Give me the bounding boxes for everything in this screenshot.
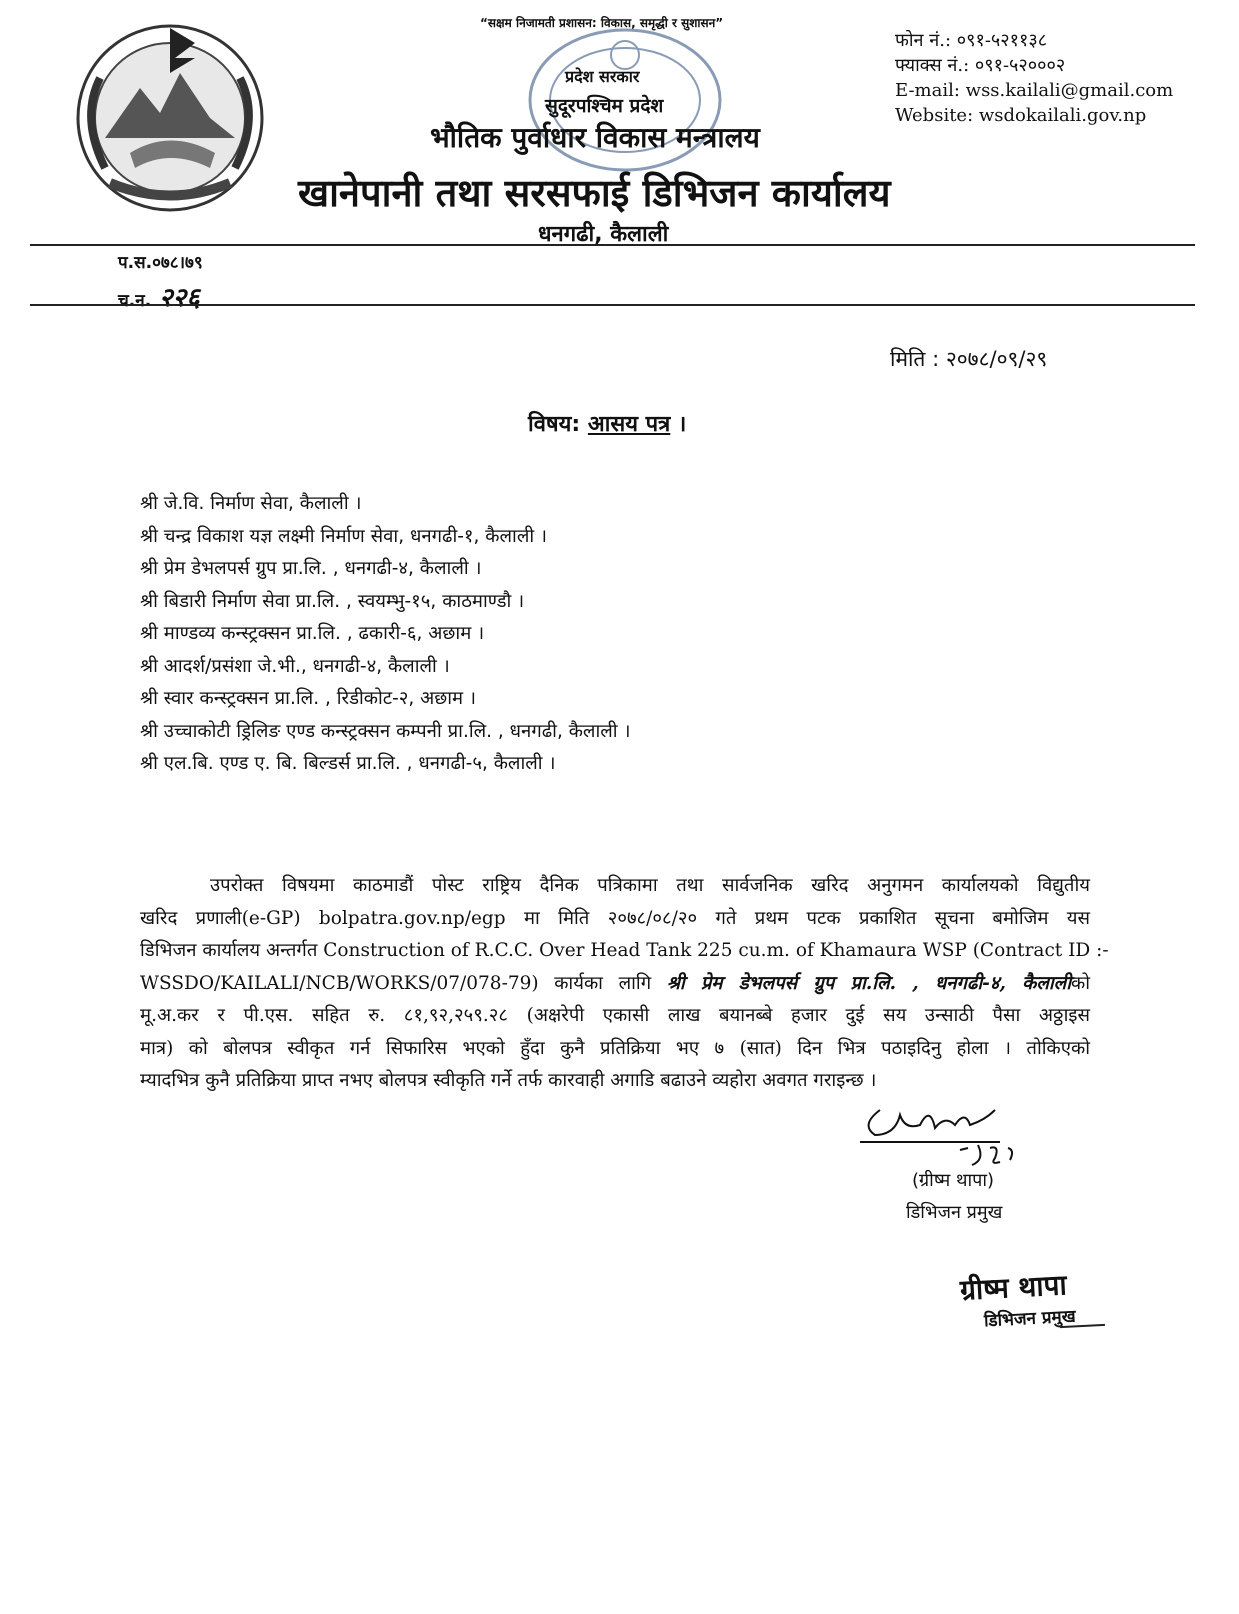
province-name: सुदूरपश्चिम प्रदेश (545, 95, 664, 117)
name-stamp: ग्रीष्म थापा (959, 1268, 1068, 1307)
body-line: म्यादभित्र कुनै प्रतिक्रिया प्राप्त नभए बोलपत्र स्वीकृति गर्ने तर्फ कारवाही अगाडि बढाउने व्यहोरा अवगत गराइन्छ । (140, 1070, 877, 1091)
reference-divider (30, 304, 1195, 306)
recipient-item: श्री जे.वि. निर्माण सेवा, कैलाली । (140, 493, 362, 514)
contact-block (895, 28, 1173, 128)
body-text: WSSDO/KAILALI/NCB/WORKS/07/078-79) कार्यका लागि (140, 972, 652, 994)
phone: फोन नं.: ०९१-५२११३८ (895, 30, 1048, 51)
body-line: खरिद प्रणाली(e-GP) bolpatra.gov.np/egp मा मिति २०७८/०८/२० गते प्रथम पटक प्रकाशित सूचना बमोजिम यस (140, 907, 1090, 929)
office-name: खानेपानी तथा सरसफाई डिभिजन कार्यालय (298, 171, 891, 215)
designation-stamp: डिभिजन प्रमुख (983, 1306, 1077, 1332)
subject-end: । (677, 412, 687, 437)
recipient-item: श्री प्रेम डेभलपर्स ग्रुप प्रा.लि. , धनगढी-४, कैलाली । (140, 558, 482, 579)
signatory-name: (ग्रीष्म थापा) (912, 1170, 995, 1191)
subject-label: विषय: (528, 412, 581, 437)
body-text: को (1071, 972, 1090, 994)
recipient-item: श्री चन्द्र विकाश यज्ञ लक्ष्मी निर्माण सेवा, धनगढी-१, कैलाली । (140, 525, 548, 547)
fax: फ्याक्स नं.: ०९१-५२०००२ (895, 55, 1066, 76)
selected-bidder: श्री प्रेम डेभलपर्स ग्रुप प्रा.लि. , धनगढी-४, कैलाली (666, 972, 1071, 994)
subject-line (528, 408, 686, 438)
signatory-designation: डिभिजन प्रमुख (906, 1202, 1003, 1223)
office-location: धनगढी, कैलाली (538, 222, 669, 247)
handwritten-signature (860, 1090, 1030, 1180)
letter-body (140, 870, 1109, 1098)
body-line: उपरोक्त विषयमा काठमाडौं पोस्ट राष्ट्रिय दैनिक पत्रिकामा तथा सार्वजनिक खरिद अनुगमन कार्यालयको विद्युतीय (210, 875, 1090, 896)
body-line: मात्र) को बोलपत्र स्वीकृत गर्न सिफारिस भएको हुँदा कुनै प्रतिक्रिया भए ७ (सात) दिन भित्र पठाइदिनु होला । तोकिएको (140, 1037, 1090, 1059)
province-government: प्रदेश सरकार (565, 67, 640, 86)
body-line: मू.अ.कर र पी.एस. सहित रु. ८१,९२,२५९.२८ (अक्षरेपी एकासी लाख बयानब्बे हजार दुई सय उन्साठी पैसा अठ्ठाइस (140, 1005, 1090, 1026)
email[interactable]: E-mail: wss.kailali@gmail.com (895, 80, 1174, 101)
header-divider (30, 244, 1195, 246)
nepal-emblem-icon (70, 18, 270, 218)
website[interactable]: Website: wsdokailali.gov.np (895, 105, 1147, 126)
ministry-name: भौतिक पुर्वाधार विकास मन्त्रालय (430, 121, 760, 154)
letter-date: मिति : २०७८/०९/२९ (890, 347, 1048, 371)
recipient-item: श्री आदर्श/प्रसंशा जे.भी., धनगढी-४, कैलाली । (140, 655, 450, 677)
recipient-item: श्री स्वार कन्स्ट्रक्सन प्रा.लि. , रिडीकोट-२, अछाम । (140, 688, 476, 709)
dispatch-number (118, 278, 200, 314)
dispatch-label: च.न. (118, 291, 152, 311)
body-line: डिभिजन कार्यालय अन्तर्गत Construction of R.C.C. Over Head Tank 225 cu.m. of Khamaura WSP (Contract ID :- (140, 940, 1109, 961)
recipient-item: श्री बिडारी निर्माण सेवा प्रा.लि. , स्वयम्भु-१५, काठमाण्डौ । (140, 590, 525, 612)
recipient-item: श्री उच्चाकोटी ड्रिलिङ एण्ड कन्स्ट्रक्सन कम्पनी प्रा.लि. , धनगढी, कैलाली । (140, 720, 631, 742)
motto: “सक्षम निजामती प्रशासन: विकास, समृद्धी र सुशासन” (480, 16, 724, 30)
recipient-item: श्री एल.बि. एण्ड ए. बि. बिल्डर्स प्रा.लि. , धनगढी-५, कैलाली । (140, 753, 556, 774)
recipient-list (140, 488, 630, 781)
body-line (140, 968, 1090, 1001)
recipient-item: श्री माण्डव्य कन्स्ट्रक्सन प्रा.लि. , ढकारी-६, अछाम । (140, 623, 485, 644)
dispatch-number-value: २२६ (159, 283, 200, 313)
fiscal-year-ref: प.स.०७८।७९ (118, 253, 203, 273)
subject-text: आसय पत्र (587, 412, 671, 437)
